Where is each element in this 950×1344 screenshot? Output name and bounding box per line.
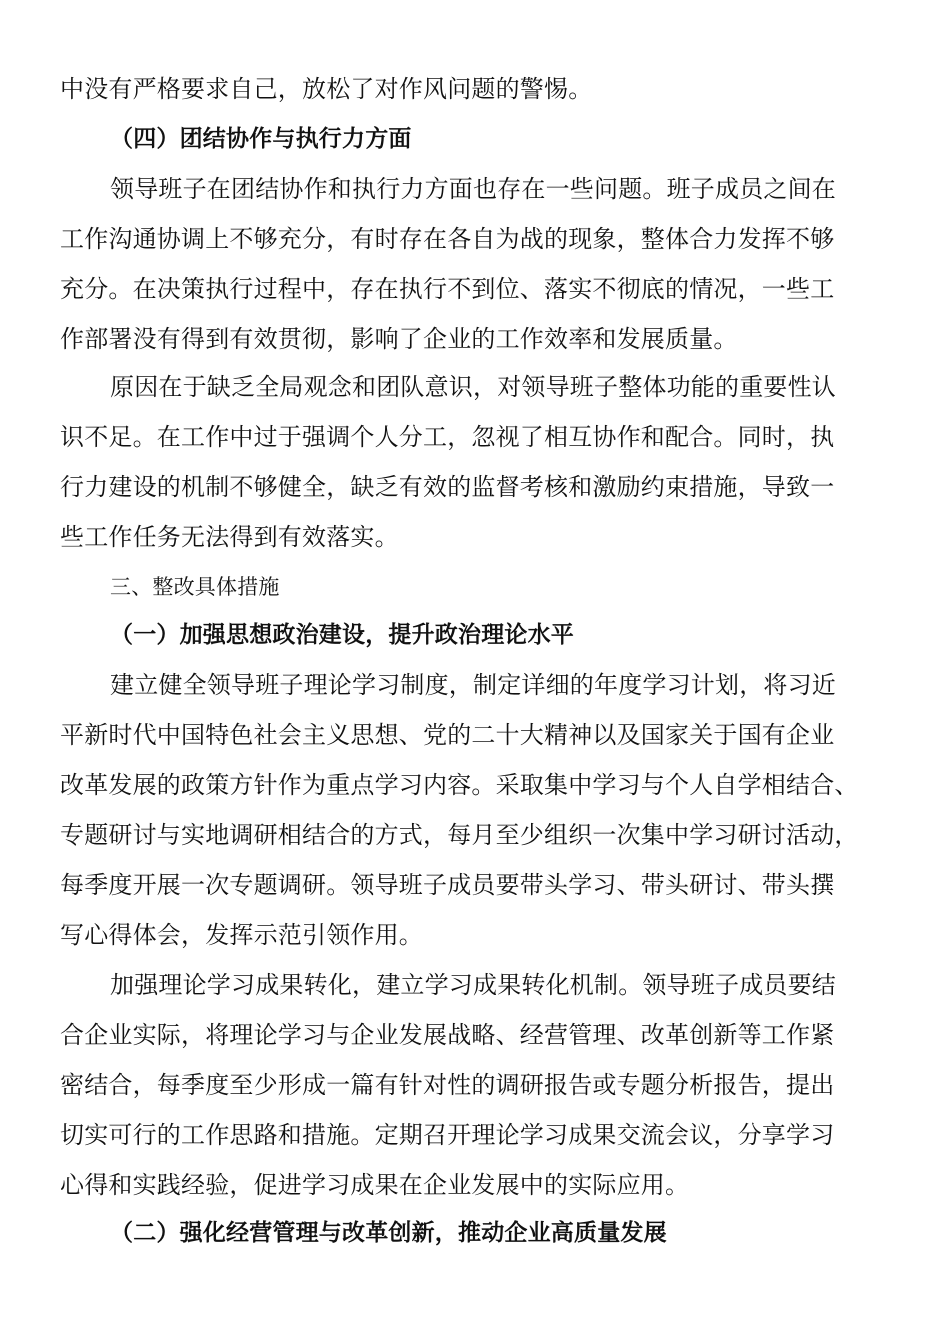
paragraph-line: 心得和实践经验，促进学习成果在企业发展中的实际应用。 <box>60 1171 690 1199</box>
paragraph-line: 建立健全领导班子理论学习制度，制定详细的年度学习计划，将习近 <box>110 671 836 699</box>
paragraph-line: 充分。在决策执行过程中，存在执行不到位、落实不彻底的情况，一些工 <box>60 275 835 303</box>
paragraph-line: 平新时代中国特色社会主义思想、党的二十大精神以及国家关于国有企业 <box>60 721 835 749</box>
paragraph-line: 合企业实际，将理论学习与企业发展战略、经营管理、改革创新等工作紧 <box>60 1021 835 1049</box>
paragraph-line: 行力建设的机制不够健全，缺乏有效的监督考核和激励约束措施，导致一 <box>60 473 835 501</box>
paragraph-line: 作部署没有得到有效贯彻，影响了企业的工作效率和发展质量。 <box>60 325 738 353</box>
paragraph-line: 原因在于缺乏全局观念和团队意识，对领导班子整体功能的重要性认 <box>110 373 836 401</box>
paragraph-line: 领导班子在团结协作和执行力方面也存在一些问题。班子成员之间在 <box>110 175 836 203</box>
paragraph-line: 写心得体会，发挥示范引领作用。 <box>60 921 423 949</box>
subsection-heading: （一）加强思想政治建设，提升政治理论水平 <box>110 622 574 648</box>
section-heading: 三、整改具体措施 <box>110 575 280 599</box>
paragraph-line: 中没有严格要求自己，放松了对作风问题的警惕。 <box>60 75 593 103</box>
paragraph-line: 加强理论学习成果转化，建立学习成果转化机制。领导班子成员要结 <box>110 971 836 999</box>
paragraph-line: 些工作任务无法得到有效落实。 <box>60 523 399 551</box>
paragraph-line: 密结合，每季度至少形成一篇有针对性的调研报告或专题分析报告，提出 <box>60 1071 835 1099</box>
paragraph-line: 切实可行的工作思路和措施。定期召开理论学习成果交流会议，分享学习 <box>60 1121 835 1149</box>
paragraph-line: 专题研讨与实地调研相结合的方式，每月至少组织一次集中学习研讨活动， <box>60 821 859 849</box>
subsection-heading: （四）团结协作与执行力方面 <box>110 126 412 152</box>
paragraph-line: 识不足。在工作中过于强调个人分工，忽视了相互协作和配合。同时，执 <box>60 423 835 451</box>
subsection-heading: （二）强化经营管理与改革创新，推动企业高质量发展 <box>110 1220 667 1246</box>
paragraph-line: 工作沟通协调上不够充分，有时存在各自为战的现象，整体合力发挥不够 <box>60 225 835 253</box>
paragraph-line: 每季度开展一次专题调研。领导班子成员要带头学习、带头研讨、带头撰 <box>60 871 835 899</box>
paragraph-line: 改革发展的政策方针作为重点学习内容。采取集中学习与个人自学相结合、 <box>60 771 859 799</box>
